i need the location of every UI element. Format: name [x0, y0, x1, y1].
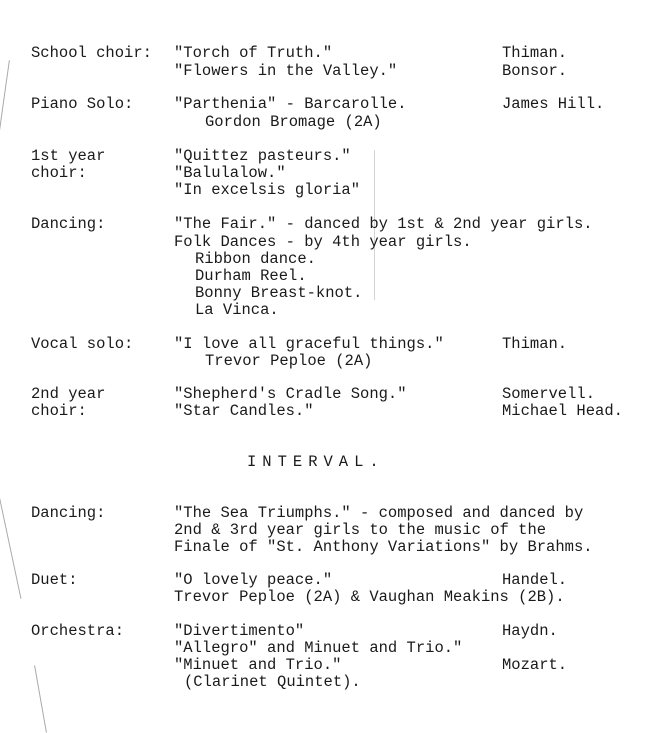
first-year-choir-item: "In excelsis gloria" [174, 181, 361, 199]
interval-heading: INTERVAL. [247, 453, 385, 471]
second-year-choir-item: "Star Candles." [174, 402, 314, 420]
school-choir-composer: Thiman. [502, 44, 568, 62]
dancing-line: 2nd & 3rd year girls to the music of the [174, 521, 547, 539]
vocal-solo-label: Vocal solo: [31, 335, 134, 353]
orchestra-item: "Minuet and Trio." [174, 656, 342, 674]
piano-solo-label: Piano Solo: [31, 95, 134, 113]
margin-pencil-mark [0, 481, 21, 599]
school-choir-composer: Bonsor. [502, 62, 568, 80]
school-choir-item: "Torch of Truth." [174, 44, 333, 62]
vocal-solo-performer: Trevor Peploe (2A) [205, 352, 373, 370]
second-year-choir-composer: Somervell. [502, 385, 596, 403]
duet-composer: Handel. [502, 571, 568, 589]
orchestra-composer: Haydn. [502, 622, 558, 640]
duet-label: Duet: [31, 571, 78, 589]
dancing-line: "The Fair." - danced by 1st & 2nd year girls. [174, 215, 593, 233]
dancing-line: Finale of "St. Anthony Variations" by Brahms. [174, 538, 593, 556]
second-year-choir-label: choir: [31, 402, 87, 420]
piano-solo-item: "Parthenia" - Barcarolle. [174, 95, 407, 113]
piano-solo-performer: Gordon Bromage (2A) [205, 113, 382, 131]
dance-item: Bonny Breast-knot. [195, 284, 363, 302]
first-year-choir-label: choir: [31, 164, 87, 182]
dancing-label: Dancing: [31, 504, 106, 522]
orchestra-item: "Allegro" and Minuet and Trio." [174, 639, 463, 657]
margin-pencil-mark [0, 60, 10, 129]
orchestra-item: "Divertimento" [174, 622, 305, 640]
second-year-choir-composer: Michael Head. [502, 402, 623, 420]
vocal-solo-item: "I love all graceful things." [174, 335, 444, 353]
orchestra-item: (Clarinet Quintet). [184, 673, 361, 691]
orchestra-composer: Mozart. [502, 656, 568, 674]
piano-solo-composer: James Hill. [502, 95, 605, 113]
margin-pencil-mark [34, 665, 47, 732]
orchestra-label: Orchestra: [31, 622, 125, 640]
duet-item: "O lovely peace." [174, 571, 333, 589]
dance-item: Ribbon dance. [195, 250, 316, 268]
second-year-choir-item: "Shepherd's Cradle Song." [174, 385, 407, 403]
first-year-choir-item: "Quittez pasteurs." [174, 147, 351, 165]
dancing-line: Folk Dances - by 4th year girls. [174, 233, 472, 251]
dance-item: Durham Reel. [195, 267, 307, 285]
school-choir-label: School choir: [31, 44, 152, 62]
dancing-label: Dancing: [31, 215, 106, 233]
school-choir-item: "Flowers in the Valley." [174, 62, 398, 80]
duet-performers: Trevor Peploe (2A) & Vaughan Meakins (2B). [174, 588, 565, 606]
second-year-choir-label: 2nd year [31, 385, 106, 403]
dance-item: La Vinca. [195, 301, 279, 319]
dancing-line: "The Sea Triumphs." - composed and danced by [174, 504, 584, 522]
first-year-choir-label: 1st year [31, 147, 106, 165]
first-year-choir-item: "Balulalow." [174, 164, 286, 182]
vocal-solo-composer: Thiman. [502, 335, 568, 353]
